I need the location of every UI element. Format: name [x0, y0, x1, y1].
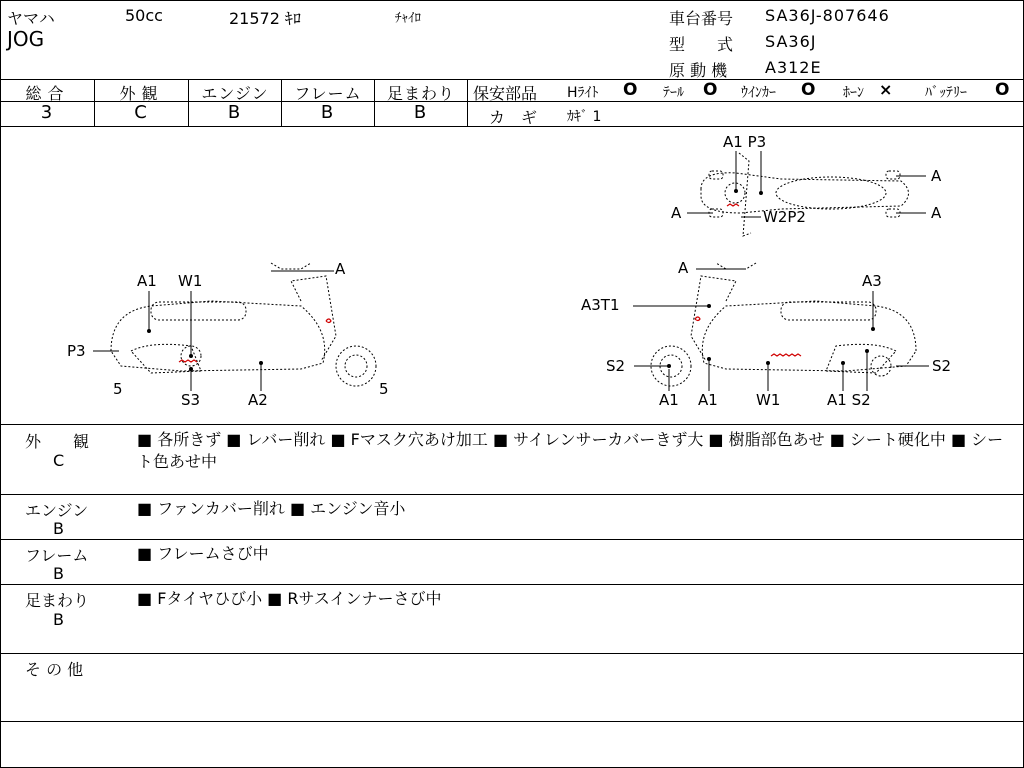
divider	[1, 494, 1023, 495]
safety-winker-label: ｳｲﾝｶｰ	[741, 85, 776, 101]
grade-overall-value: 3	[40, 102, 55, 123]
engine-value: A312E	[765, 58, 822, 77]
left-label-a1: A1	[137, 272, 157, 290]
engine-label: 原 動 機	[669, 61, 728, 80]
note-engine-label: エンジン	[25, 501, 89, 520]
safety-headlight-label: Hﾗｲﾄ	[567, 85, 599, 101]
left-label-s3: S3	[181, 391, 201, 409]
note-exterior-label: 外 観	[25, 432, 90, 451]
safety-label: 保安部品	[473, 84, 538, 103]
right-label-s2-left: S2	[606, 357, 626, 375]
divider	[1, 539, 1023, 540]
maker: ヤマハ	[7, 9, 55, 28]
left-body-outline	[111, 301, 325, 371]
safety-winker-mark: O	[801, 80, 816, 100]
note-frame-grade: B	[53, 564, 64, 583]
left-label-five-left: 5	[113, 380, 123, 398]
safety-tail-label: ﾃｰﾙ	[663, 85, 684, 101]
divider	[1, 79, 1023, 80]
top-seat	[776, 177, 886, 209]
key-label: カ ギ	[489, 108, 538, 127]
right-rear-wheel-area	[826, 344, 896, 373]
left-label-p3: P3	[67, 342, 86, 360]
safety-horn-mark: ×	[879, 80, 893, 99]
note-suspension-text: ■ Fタイヤひび小 ■ Rサスインナーさび中	[137, 589, 442, 608]
top-rear-light-1	[886, 171, 900, 179]
type-label: 型 式	[669, 35, 734, 54]
top-label-a-left: A	[671, 204, 682, 222]
right-body-outline	[702, 301, 916, 371]
type-value: SA36J	[765, 32, 817, 51]
key-value: ｶｷﾞ 1	[567, 109, 602, 125]
note-frame-text: ■ フレームさび中	[137, 544, 269, 563]
grade-exterior-label: 外観	[119, 84, 164, 103]
chassis-value: SA36J-807646	[765, 6, 890, 25]
chassis-label: 車台番号	[669, 9, 734, 28]
left-handlebar	[271, 263, 311, 269]
grade-frame-label: フレーム	[294, 84, 362, 103]
right-label-a3t1: A3T1	[581, 296, 620, 314]
right-label-a1-second: A1	[698, 391, 718, 409]
grade-overall-label: 総合	[25, 84, 70, 103]
note-other-label: そ の 他	[25, 660, 84, 679]
top-label-w2p2: W2P2	[763, 208, 806, 226]
divider	[1, 424, 1023, 425]
note-suspension-grade: B	[53, 610, 64, 629]
right-handlebar	[716, 263, 756, 269]
left-front-wheel	[336, 346, 376, 386]
note-suspension-label: 足まわり	[25, 591, 90, 610]
safety-battery-mark: O	[995, 80, 1010, 100]
left-label-a2: A2	[248, 391, 268, 409]
left-front-wheel-inner	[345, 355, 367, 377]
top-label-a-bottom-right: A	[931, 204, 942, 222]
note-engine-text: ■ ファンカバー削れ ■ エンジン音小	[137, 499, 406, 518]
grade-engine-label: エンジン	[201, 84, 269, 103]
right-label-a: A	[678, 259, 689, 277]
right-label-a1-first: A1	[659, 391, 679, 409]
safety-tail-mark: O	[703, 80, 718, 100]
safety-headlight-mark: O	[623, 80, 638, 100]
safety-horn-label: ﾎｰﾝ	[843, 85, 864, 101]
right-label-a1s2: A1 S2	[827, 391, 871, 409]
left-label-w1: W1	[178, 272, 203, 290]
divider	[1, 653, 1023, 654]
safety-battery-label: ﾊﾞｯﾃﾘｰ	[925, 85, 967, 101]
top-label-a1p3: A1 P3	[723, 133, 767, 151]
grade-exterior-value: C	[134, 102, 149, 123]
top-headlight	[725, 183, 745, 203]
note-engine-grade: B	[53, 519, 64, 538]
note-exterior-grade: C	[53, 451, 65, 470]
right-front-shield	[691, 276, 736, 361]
model-name: JOG	[7, 27, 45, 51]
divider	[1, 721, 1023, 722]
color: ﾁｬｲﾛ	[395, 11, 421, 26]
note-exterior-text: ■ 各所きず ■ レバー削れ ■ Fマスク穴あけ加工 ■ サイレンサーカバーきず大 ■ 樹脂部色あせ ■ シート硬化中 ■ シート色あせ中	[137, 430, 1004, 471]
note-frame-label: フレーム	[25, 546, 89, 565]
divider	[1, 584, 1023, 585]
displacement: 50cc	[125, 6, 163, 25]
right-label-a3: A3	[862, 272, 882, 290]
divider	[467, 79, 468, 126]
damage-diagram	[1, 127, 1023, 423]
grade-frame-value: B	[320, 102, 336, 123]
right-label-s2-right: S2	[932, 357, 952, 375]
top-label-a-top-right: A	[931, 167, 942, 185]
grade-suspension-label: 足まわり	[386, 84, 455, 103]
right-label-w1: W1	[756, 391, 781, 409]
left-label-five-right: 5	[379, 380, 389, 398]
grade-engine-value: B	[227, 102, 243, 123]
right-muffler	[871, 356, 891, 376]
grade-suspension-value: B	[413, 102, 429, 123]
top-mirror	[709, 171, 723, 179]
left-label-a: A	[335, 260, 346, 278]
mileage: 21572 ｷﾛ	[229, 9, 301, 28]
